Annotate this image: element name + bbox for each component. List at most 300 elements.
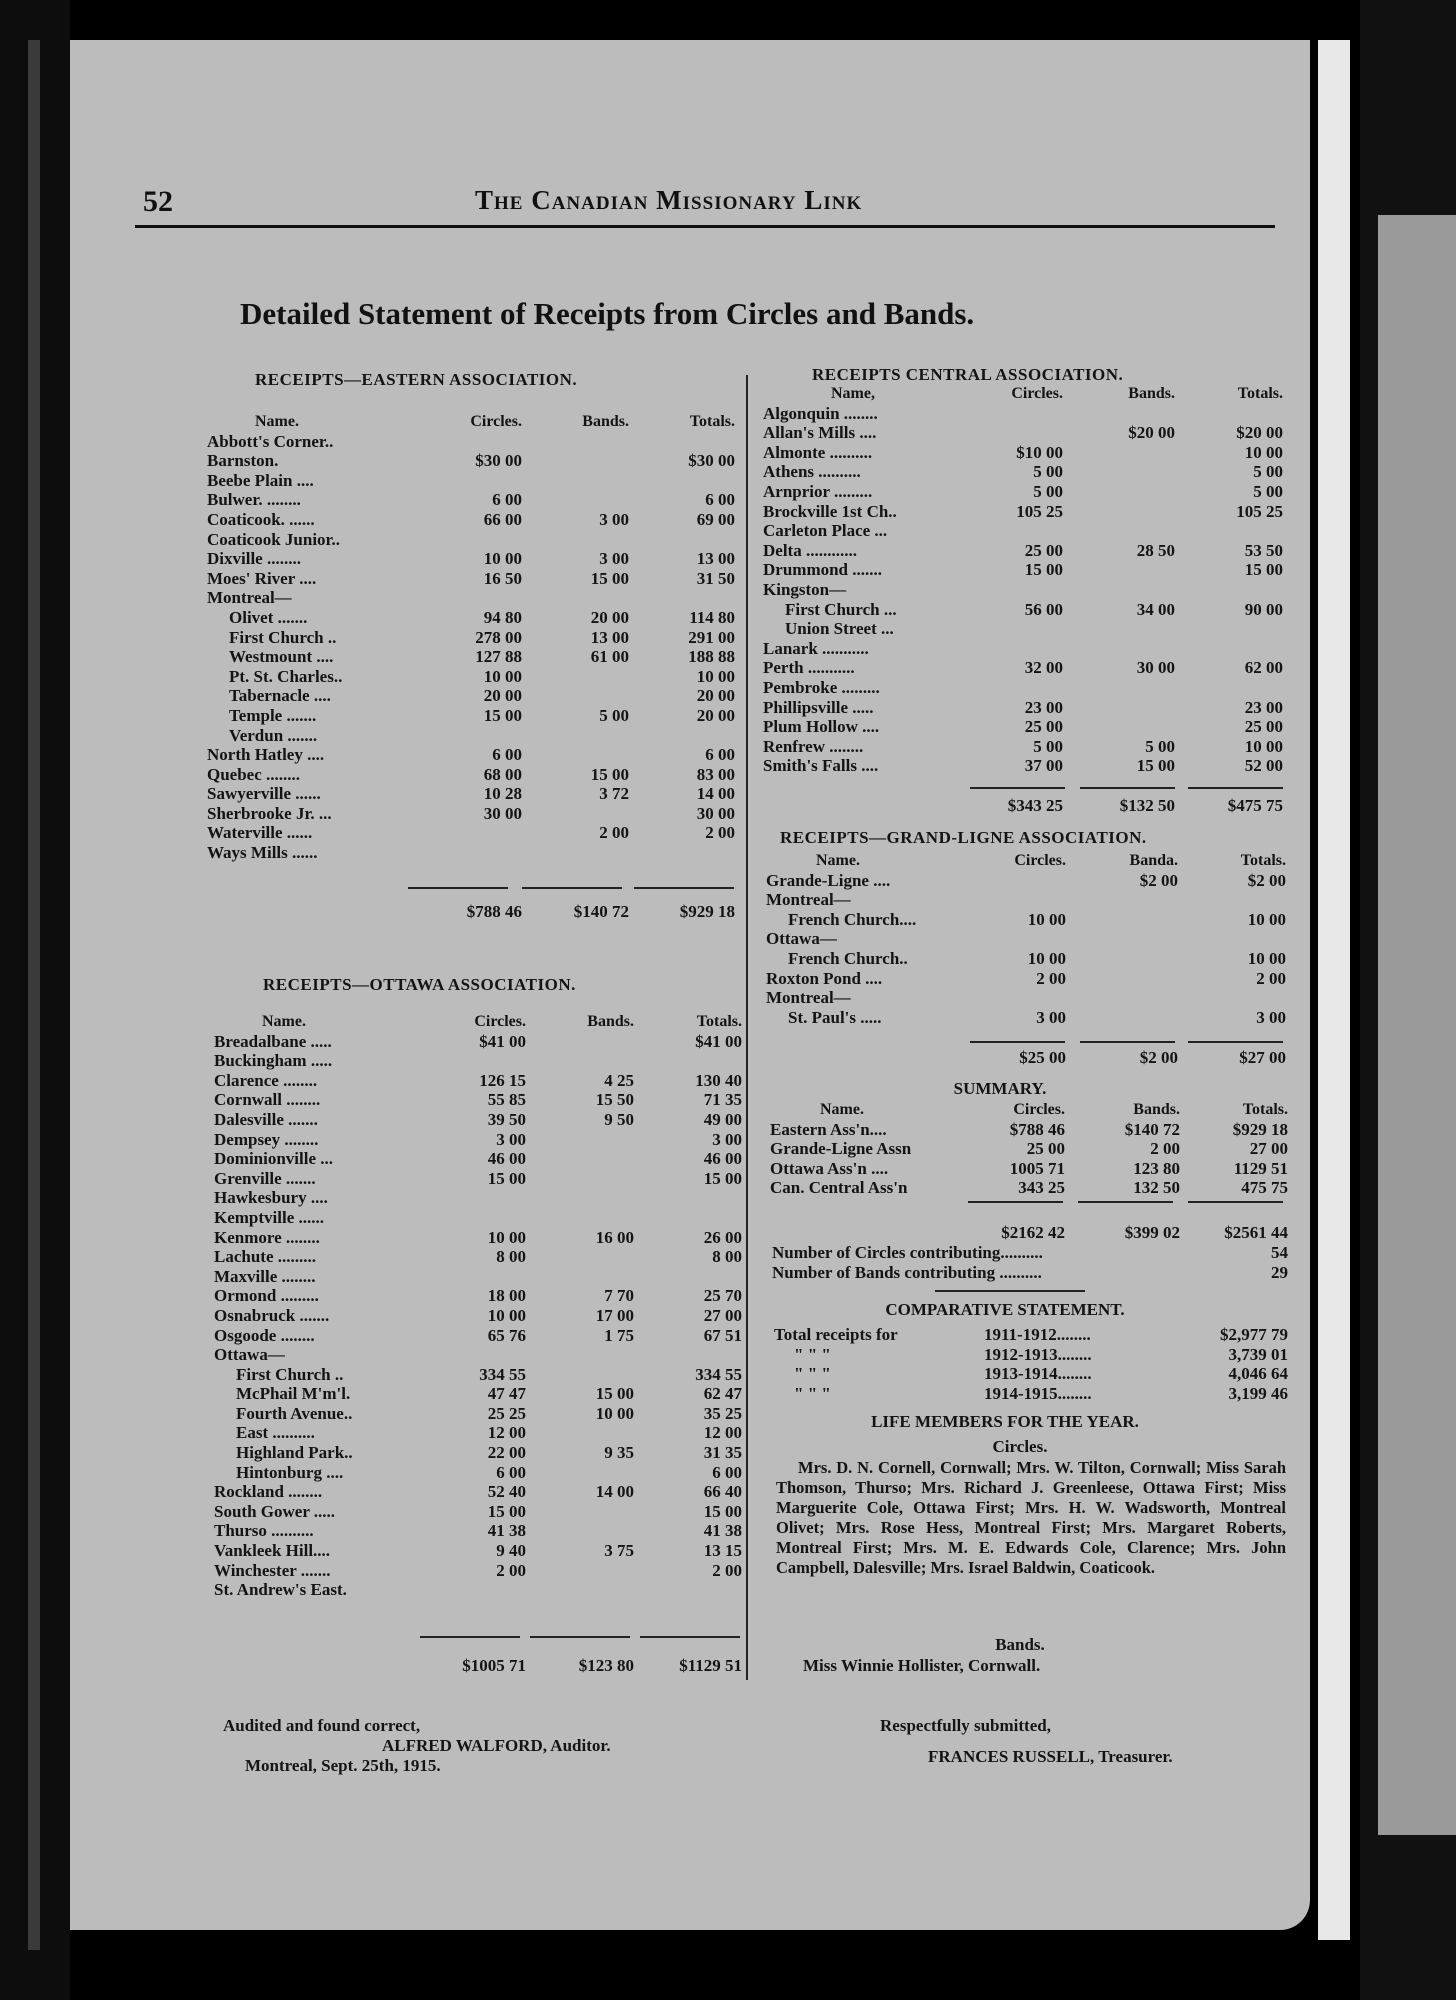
page-edge-strip [1318, 40, 1350, 1940]
ottawa-row-circles: 8 00 [496, 1247, 526, 1267]
central-row-totals: 105 25 [1236, 501, 1283, 521]
eastern-row [207, 765, 735, 785]
summary-row-totals: $929 18 [1232, 1119, 1288, 1139]
ottawa-row-circles: 9 40 [496, 1541, 526, 1561]
central-row-name: Kingston— [763, 579, 847, 599]
eastern-row [207, 804, 735, 824]
eastern-row-totals: 31 50 [696, 568, 735, 588]
central-row-bands [1063, 717, 1175, 737]
central-row-name: Carleton Place ... [763, 521, 888, 541]
ottawa-row-circles: 15 00 [487, 1168, 526, 1188]
ottawa-row-bands: 15 00 [595, 1384, 634, 1404]
ottawa-row-name: Dominionville ... [214, 1149, 334, 1169]
summary-row-bands: $140 72 [1124, 1119, 1180, 1139]
life-members-circles-heading: Circles. [992, 1437, 1048, 1456]
eastern-row-name: Barnston. [207, 451, 279, 471]
central-row-circles: 23 00 [1024, 697, 1063, 717]
ottawa-row-totals [634, 1051, 742, 1071]
ottawa-row-totals [634, 1208, 742, 1228]
grande-ligne-row [766, 969, 1286, 989]
ottawa-row [214, 1521, 742, 1541]
comparative-row [774, 1345, 1288, 1365]
bands-count-value: 29 [1271, 1262, 1288, 1282]
comparative-year: 1911-1912........ [984, 1325, 1091, 1344]
ottawa-row [214, 1286, 742, 1306]
central-row [763, 541, 1283, 561]
central-row-totals: 25 00 [1244, 717, 1283, 737]
ottawa-row-name: Dempsey ........ [214, 1129, 319, 1149]
ottawa-row-totals: 15 00 [703, 1501, 742, 1521]
eastern-row-circles [422, 843, 522, 863]
summary-row-name: Ottawa Ass'n .... [770, 1158, 889, 1178]
central-row-name: Brockville 1st Ch.. [763, 501, 897, 521]
grande-ligne-row-bands [1066, 988, 1178, 1008]
life-members-circles-list: Mrs. D. N. Cornell, Cornwall; Mrs. W. Tilton, Cornwall; Miss Sarah Thomson, Thurso; Mrs. Richard J. Greenleese, Ottawa First; Miss Marguerite Cole, Ottawa First; Mrs. H. W. Wadsworth, Montreal Olivet; Mrs. Rose Hess, Montreal First; Mrs. Margaret Roberts, Montreal First; Mrs. M. E. Edwards Cole, Clarence; Mrs. John Campbell, Dalesville; Mrs. Israel Baldwin, Coaticook. [776, 1458, 1286, 1577]
central-row-circles [963, 619, 1063, 639]
ottawa-row-bands [526, 1051, 634, 1071]
ottawa-row-circles: 12 00 [487, 1423, 526, 1443]
grande-ligne-header-row [766, 851, 1286, 871]
ottawa-row-totals: 67 51 [703, 1325, 742, 1345]
grande-ligne-row [766, 988, 1286, 1008]
eastern-row-name: First Church .. [229, 627, 337, 647]
grande-total-rule-circles [970, 1041, 1065, 1043]
ottawa-row-bands [526, 1423, 634, 1443]
ottawa-row-name: Ormond ......... [214, 1286, 319, 1306]
eastern-row-name: Montreal— [207, 588, 292, 608]
eastern-row-name: Sherbrooke Jr. ... [207, 803, 332, 823]
ottawa-total-row [214, 1656, 742, 1676]
central-row-totals: 10 00 [1244, 736, 1283, 756]
grande-ligne-row-name: Ottawa— [766, 929, 837, 949]
ottawa-row [214, 1110, 742, 1130]
grande-ligne-row-bands [1066, 910, 1178, 930]
ottawa-row-circles: 18 00 [487, 1286, 526, 1306]
eastern-row-bands [522, 432, 629, 452]
eastern-row [207, 608, 735, 628]
ottawa-row-circles: 10 00 [487, 1305, 526, 1325]
ottawa-row-circles: 47 47 [487, 1384, 526, 1404]
ottawa-row-totals: 12 00 [703, 1423, 742, 1443]
eastern-row-bands: 2 00 [599, 823, 629, 843]
eastern-row-name: Ways Mills ...... [207, 843, 318, 863]
central-row [763, 658, 1283, 678]
ottawa-row-circles: 39 50 [487, 1109, 526, 1129]
grande-ligne-row-totals [1178, 988, 1286, 1008]
eastern-row-circles: 6 00 [492, 745, 522, 765]
ottawa-row [214, 1169, 742, 1189]
ottawa-row [214, 1032, 742, 1052]
central-row-bands [1063, 560, 1175, 580]
summary-row-circles: 25 00 [1026, 1139, 1065, 1159]
central-row-name: Drummond ....... [763, 560, 883, 580]
ottawa-row-bands: 15 50 [595, 1090, 634, 1110]
summary-heading: SUMMARY. [953, 1079, 1047, 1098]
eastern-row-totals: 6 00 [705, 745, 735, 765]
grande-ligne-row-totals: 10 00 [1247, 948, 1286, 968]
ottawa-row-bands [526, 1463, 634, 1483]
grande-ligne-row-totals: 10 00 [1247, 909, 1286, 929]
eastern-row-name: Verdun ....... [229, 725, 318, 745]
ottawa-row-bands [526, 1130, 634, 1150]
central-row-totals: 15 00 [1244, 560, 1283, 580]
central-row-circles: 37 00 [1024, 756, 1063, 776]
col-name: Name. [820, 1101, 864, 1118]
grande-ligne-row [766, 910, 1286, 930]
col-totals: Totals. [1237, 385, 1283, 402]
ottawa-row-name: Hawkesbury .... [214, 1188, 328, 1208]
ottawa-row-name: McPhail M'm'l. [236, 1384, 351, 1404]
eastern-heading: RECEIPTS—EASTERN ASSOCIATION. [255, 370, 578, 389]
ottawa-row-totals: 3 00 [712, 1129, 742, 1149]
ottawa-row-circles [426, 1208, 526, 1228]
ottawa-row-bands [526, 1169, 634, 1189]
eastern-row-circles [422, 432, 522, 452]
central-row-totals: 5 00 [1253, 462, 1283, 482]
eastern-row-circles: 6 00 [492, 490, 522, 510]
ottawa-row-bands: 7 70 [604, 1286, 634, 1306]
grande-total-totals: $27 00 [1239, 1048, 1286, 1067]
ottawa-row [214, 1306, 742, 1326]
circles-count-row [772, 1243, 1288, 1263]
ottawa-row-name: Lachute ......... [214, 1247, 316, 1267]
summary-total-bands: $399 02 [1124, 1223, 1180, 1242]
grande-ligne-row-bands [1066, 969, 1178, 989]
circles-count-value: 54 [1271, 1243, 1288, 1262]
central-row-name: Renfrew ........ [763, 736, 864, 756]
eastern-row-name: Beebe Plain .... [207, 470, 314, 490]
summary-total-table [770, 1223, 1288, 1243]
central-row-totals: $20 00 [1236, 423, 1283, 443]
grande-ligne-row-name: Montreal— [766, 988, 851, 1008]
central-row-bands [1063, 698, 1175, 718]
eastern-row-totals: 13 00 [696, 549, 735, 569]
ottawa-row [214, 1208, 742, 1228]
eastern-row-circles: 94 80 [483, 607, 522, 627]
ottawa-row [214, 1463, 742, 1483]
eastern-row-circles: 30 00 [483, 803, 522, 823]
eastern-row-bands: 61 00 [590, 647, 629, 667]
eastern-row-name: Coaticook. ...... [207, 509, 315, 529]
eastern-row-totals: 291 00 [688, 627, 735, 647]
central-row-totals: 53 50 [1244, 540, 1283, 560]
eastern-row-circles: 278 00 [475, 627, 522, 647]
central-row-bands: 30 00 [1136, 658, 1175, 678]
central-row [763, 521, 1283, 541]
eastern-row [207, 471, 735, 491]
grande-ligne-row-name: St. Paul's ..... [788, 1007, 882, 1027]
ottawa-row-circles: 2 00 [496, 1560, 526, 1580]
eastern-row-bands [522, 490, 629, 510]
eastern-row [207, 686, 735, 706]
eastern-row-circles: 16 50 [483, 568, 522, 588]
summary-row-bands: 123 80 [1133, 1158, 1180, 1178]
comparative-amount: 3,199 46 [1228, 1383, 1288, 1403]
grande-ligne-row-name: French Church.. [788, 948, 908, 968]
eastern-row-totals: 20 00 [696, 705, 735, 725]
eastern-row-circles [422, 726, 522, 746]
central-row-circles: 25 00 [1024, 717, 1063, 737]
eastern-total-rule-circles [408, 887, 508, 889]
central-row-name: Lanark ........... [763, 638, 869, 658]
col-circles: Circles. [1013, 1101, 1065, 1118]
eastern-row-name: Sawyerville ...... [207, 784, 321, 804]
ottawa-row-totals: 6 00 [712, 1462, 742, 1482]
col-totals: Totals. [1240, 852, 1286, 869]
central-row-bands [1063, 443, 1175, 463]
eastern-row-totals: 30 00 [696, 803, 735, 823]
ottawa-row-name: St. Andrew's East. [214, 1580, 347, 1600]
central-row-circles [963, 521, 1063, 541]
eastern-row-bands: 15 00 [590, 568, 629, 588]
central-row-totals [1175, 639, 1283, 659]
eastern-row-bands [522, 530, 629, 550]
eastern-row-bands [522, 588, 629, 608]
grande-ligne-total-row [766, 1048, 1286, 1068]
life-members-bands-list: Miss Winnie Hollister, Cornwall. [803, 1656, 1041, 1675]
summary-row [770, 1120, 1288, 1140]
ottawa-row-totals: 41 38 [703, 1521, 742, 1541]
eastern-row-bands: 20 00 [590, 607, 629, 627]
central-row-totals: 10 00 [1244, 442, 1283, 462]
grande-ligne-row-circles: 3 00 [1036, 1007, 1066, 1027]
eastern-row-name: Temple ....... [229, 705, 317, 725]
col-bands: Bands. [1133, 1101, 1180, 1118]
ottawa-row-bands: 14 00 [595, 1482, 634, 1502]
grande-ligne-row-bands [1066, 929, 1178, 949]
ottawa-row-totals [634, 1188, 742, 1208]
ottawa-row-name: Kemptville ...... [214, 1207, 325, 1227]
ottawa-row-name: Cornwall ........ [214, 1090, 321, 1110]
central-row-bands [1063, 521, 1175, 541]
summary-row-name: Grande-Ligne Assn [770, 1139, 912, 1159]
central-row-totals [1175, 580, 1283, 600]
ottawa-row-bands [526, 1521, 634, 1541]
ottawa-total-bands: $123 80 [578, 1656, 634, 1675]
central-row-name: Algonquin ........ [763, 403, 878, 423]
summary-total-circles: $2162 42 [1001, 1223, 1065, 1242]
grande-ligne-row-circles: 10 00 [1027, 909, 1066, 929]
ottawa-row-circles: 22 00 [487, 1443, 526, 1463]
comparative-table [774, 1325, 1288, 1403]
eastern-row [207, 432, 735, 452]
ottawa-row-bands [526, 1188, 634, 1208]
summary-row-totals: 1129 51 [1233, 1158, 1288, 1178]
ottawa-row-totals: 71 35 [703, 1090, 742, 1110]
central-row [763, 462, 1283, 482]
central-row-circles: 5 00 [1033, 481, 1063, 501]
ottawa-row-name: Hintonburg .... [236, 1462, 344, 1482]
grande-ligne-row [766, 929, 1286, 949]
grande-ligne-row-circles: 10 00 [1027, 948, 1066, 968]
central-row-circles: 56 00 [1024, 599, 1063, 619]
summary-row-bands: 132 50 [1133, 1178, 1180, 1198]
ottawa-row-totals [634, 1580, 742, 1600]
grande-ligne-row-name: Grande-Ligne .... [766, 870, 891, 890]
contributing-counts [772, 1243, 1288, 1282]
ottawa-row-bands [526, 1345, 634, 1365]
col-circles: Circles. [1011, 385, 1063, 402]
eastern-row-totals: 10 00 [696, 666, 735, 686]
central-row-name: Plum Hollow .... [763, 717, 880, 737]
central-row [763, 717, 1283, 737]
life-members-bands-heading: Bands. [995, 1635, 1045, 1654]
eastern-row-name: Waterville ...... [207, 823, 313, 843]
central-row-bands [1063, 462, 1175, 482]
central-row-name: Phillipsville ..... [763, 697, 874, 717]
ottawa-row-circles: 126 15 [479, 1070, 526, 1090]
ottawa-row [214, 1404, 742, 1424]
eastern-row-circles: 10 00 [483, 666, 522, 686]
ottawa-row-name: Buckingham ..... [214, 1051, 333, 1071]
ottawa-row-name: Fourth Avenue.. [236, 1403, 353, 1423]
eastern-row [207, 530, 735, 550]
counts-rule [935, 1290, 1085, 1292]
binding-shadow [28, 40, 40, 1950]
summary-row-name: Can. Central Ass'n [770, 1178, 908, 1198]
summary-table [770, 1100, 1288, 1198]
eastern-row [207, 490, 735, 510]
audit-place-date: Montreal, Sept. 25th, 1915. [245, 1756, 441, 1775]
ottawa-row [214, 1561, 742, 1581]
ottawa-row-name: Grenville ....... [214, 1168, 316, 1188]
central-row-circles: 32 00 [1024, 658, 1063, 678]
ottawa-row-name: Dalesville ....... [214, 1109, 318, 1129]
ottawa-row-name: Osnabruck ....... [214, 1305, 330, 1325]
central-row-bands: $20 00 [1128, 423, 1175, 443]
grande-ligne-heading: RECEIPTS—GRAND-LIGNE ASSOCIATION. [780, 828, 1147, 847]
eastern-row [207, 588, 735, 608]
eastern-row [207, 823, 735, 843]
eastern-row-bands: 3 72 [599, 784, 629, 804]
col-name: Name. [255, 413, 299, 430]
central-row-bands [1063, 619, 1175, 639]
eastern-row-circles: 68 00 [483, 764, 522, 784]
eastern-row-totals: 6 00 [705, 490, 735, 510]
central-total-circles: $343 25 [1007, 796, 1063, 815]
eastern-row-bands: 3 00 [599, 549, 629, 569]
central-total-table [763, 796, 1283, 816]
central-total-rule-totals [1188, 787, 1283, 789]
ottawa-row-name: Ottawa— [214, 1345, 285, 1365]
running-title: The Canadian Missionary Link [475, 185, 863, 215]
ottawa-row-totals: 31 35 [703, 1443, 742, 1463]
col-bands: Bands. [587, 1013, 634, 1030]
summary-row-name: Eastern Ass'n.... [770, 1119, 887, 1139]
eastern-table [207, 412, 735, 863]
ottawa-row-circles [426, 1051, 526, 1071]
eastern-row-name: Tabernacle .... [229, 686, 331, 706]
central-row-circles [963, 639, 1063, 659]
adjacent-page [1360, 0, 1456, 2000]
ottawa-row-totals: 62 47 [703, 1384, 742, 1404]
audit-statement: Audited and found correct, [223, 1716, 421, 1735]
eastern-row-bands: 5 00 [599, 705, 629, 725]
grande-ligne-row-circles [966, 890, 1066, 910]
ottawa-row-circles: 6 00 [496, 1462, 526, 1482]
eastern-row [207, 726, 735, 746]
central-row-bands [1063, 502, 1175, 522]
central-row-circles [963, 580, 1063, 600]
ottawa-row-bands: 1 75 [604, 1325, 634, 1345]
grande-ligne-row-circles [966, 871, 1066, 891]
eastern-row-totals: 114 80 [689, 607, 735, 627]
central-row-circles: 5 00 [1033, 462, 1063, 482]
eastern-row-totals: 188 88 [688, 647, 735, 667]
ottawa-row-bands [526, 1365, 634, 1385]
central-row-totals: 90 00 [1244, 599, 1283, 619]
ottawa-row-bands: 17 00 [595, 1305, 634, 1325]
eastern-row-name: Coaticook Junior.. [207, 529, 341, 549]
ottawa-total-totals: $1129 51 [679, 1656, 742, 1675]
eastern-row-totals [629, 471, 735, 491]
summary-row [770, 1178, 1288, 1198]
life-members-heading: LIFE MEMBERS FOR THE YEAR. [871, 1412, 1139, 1431]
ottawa-row-name: Rockland ........ [214, 1482, 323, 1502]
central-row-bands: 15 00 [1136, 756, 1175, 776]
header-rule [135, 225, 1275, 228]
eastern-row-bands [522, 667, 629, 687]
ottawa-total-rule-bands [530, 1636, 630, 1638]
grande-ligne-table [766, 851, 1286, 1027]
central-row-circles [963, 423, 1063, 443]
central-header-row [763, 384, 1283, 404]
central-row-name: Almonte .......... [763, 442, 873, 462]
ottawa-row [214, 1090, 742, 1110]
eastern-row-circles [422, 823, 522, 843]
eastern-row-bands: 13 00 [590, 627, 629, 647]
ottawa-row-name: Highland Park.. [236, 1443, 353, 1463]
ottawa-row [214, 1326, 742, 1346]
ottawa-row-name: South Gower ..... [214, 1501, 336, 1521]
ottawa-row-totals [634, 1345, 742, 1365]
ottawa-row-bands [526, 1149, 634, 1169]
central-row-bands: 28 50 [1136, 540, 1175, 560]
ottawa-row-circles: 10 00 [487, 1227, 526, 1247]
comparative-amount: 4,046 64 [1228, 1364, 1288, 1384]
eastern-row-bands [522, 745, 629, 765]
ottawa-row-circles [426, 1580, 526, 1600]
eastern-row-name: Olivet ....... [229, 607, 308, 627]
central-total-rule-circles [970, 787, 1065, 789]
ottawa-total-circles: $1005 71 [462, 1656, 526, 1675]
eastern-row-totals: 20 00 [696, 686, 735, 706]
central-row [763, 580, 1283, 600]
grande-ligne-row-totals: 3 00 [1256, 1007, 1286, 1027]
eastern-row-totals: 2 00 [705, 823, 735, 843]
ottawa-header-row [214, 1012, 742, 1032]
ottawa-row-name: Osgoode ........ [214, 1325, 315, 1345]
comparative-label: " " " [794, 1364, 831, 1384]
ottawa-row-totals: 130 40 [695, 1070, 742, 1090]
central-row-name: Arnprior ......... [763, 481, 873, 501]
ottawa-row-totals: 15 00 [703, 1168, 742, 1188]
central-row [763, 678, 1283, 698]
summary-row-totals: 27 00 [1249, 1139, 1288, 1159]
grande-ligne-row-bands [1066, 949, 1178, 969]
summary-total-rule-bands [1078, 1201, 1173, 1203]
central-row-bands [1063, 678, 1175, 698]
ottawa-row [214, 1228, 742, 1248]
ottawa-row-name: Vankleek Hill.... [214, 1541, 331, 1561]
page-header [135, 145, 1275, 227]
central-row [763, 423, 1283, 443]
ottawa-row-bands [526, 1267, 634, 1287]
ottawa-row [214, 1188, 742, 1208]
central-row-bands [1063, 482, 1175, 502]
central-row-bands: 5 00 [1145, 736, 1175, 756]
grande-ligne-row-circles [966, 988, 1066, 1008]
